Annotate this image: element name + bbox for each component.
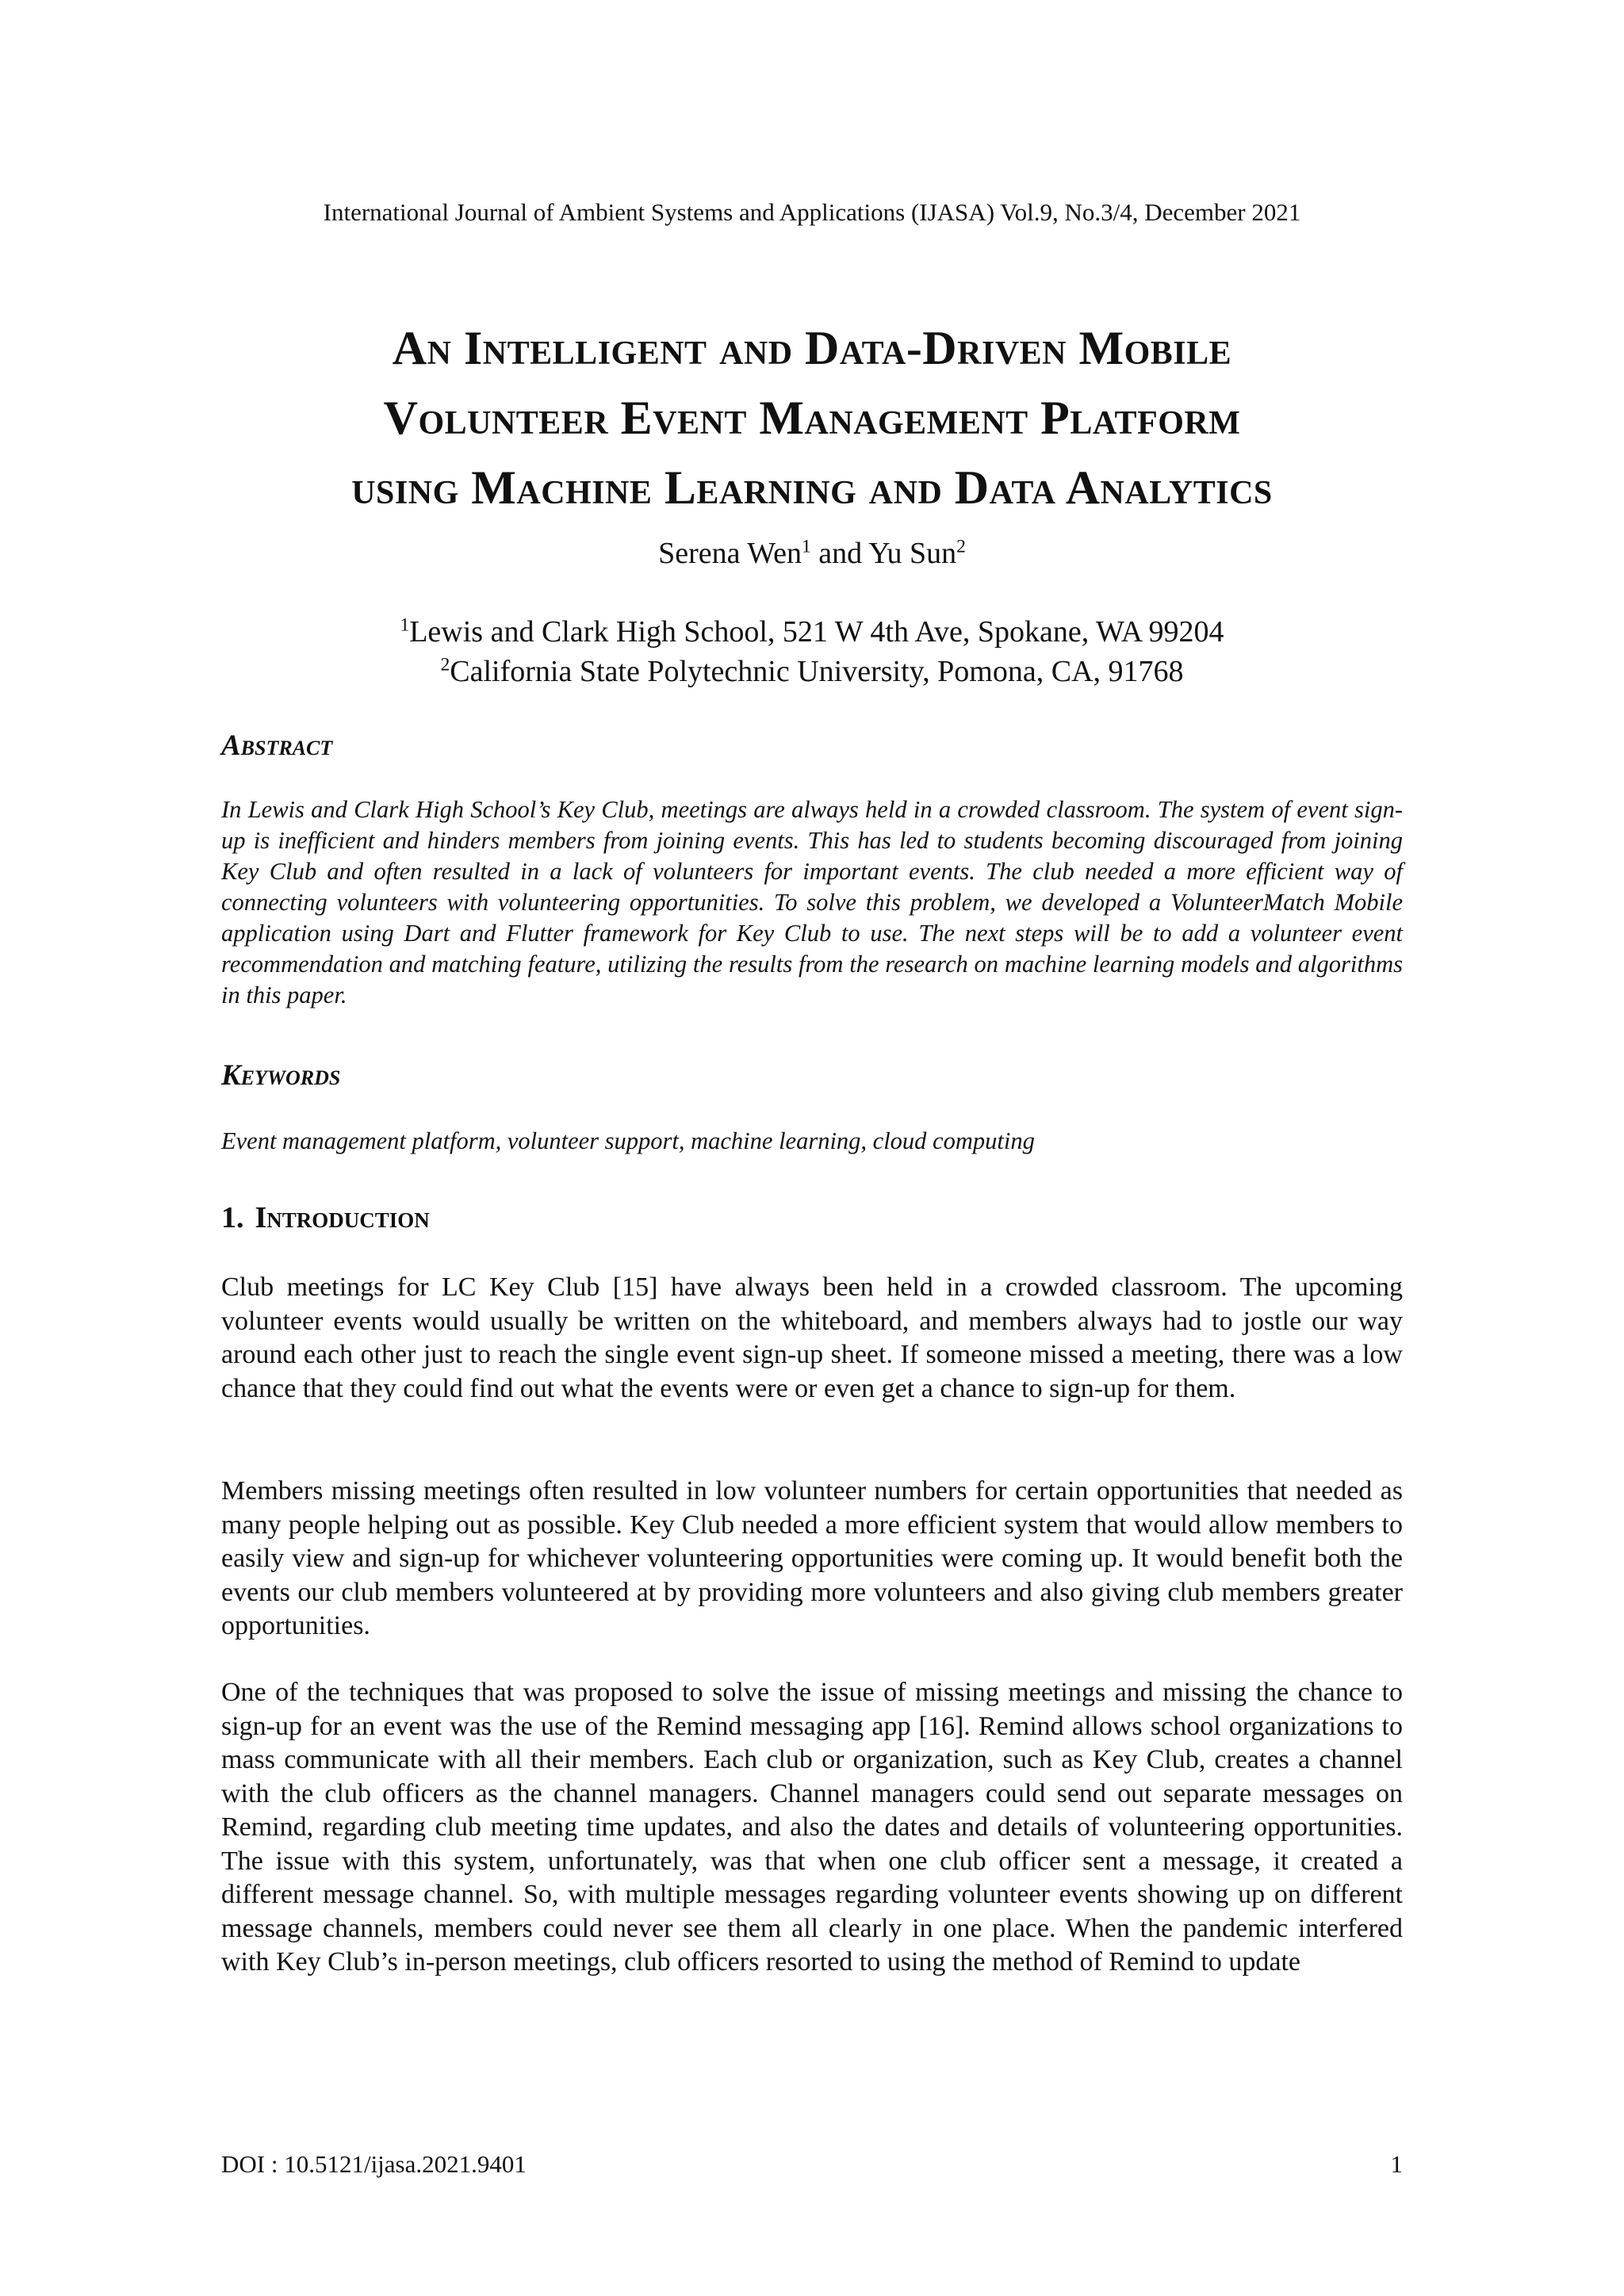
title-line: An Intelligent and Data-Driven Mobile xyxy=(392,322,1232,374)
keywords-text: Event management platform, volunteer support, machine learning, cloud computing xyxy=(221,1127,1035,1154)
doi-footer: DOI : 10.5121/ijasa.2021.9401 xyxy=(221,2150,527,2178)
section-number: 1. xyxy=(221,1201,244,1234)
running-header: International Journal of Ambient Systems and Applications (IJASA) Vol.9, No.3/4, December 2021 xyxy=(323,198,1301,226)
abstract-text: In Lewis and Clark High School’s Key Club, meetings are always held in a crowded classroom. The system of event sign-up is inefficient and hinders members from joining events. This has led to students becoming discouraged from joining Key Club and often resulted in a lack of volunteers for important events. The club needed a more efficient way of connecting volunteers with volunteering opportunities. To solve this problem, we developed a VolunteerMatch Mobile application using Dart and Flutter framework for Key Club to use. The next steps will be to add a volunteer event recommendation and matching feature, utilizing the results from the research on machine learning models and algorithms in this paper. xyxy=(221,796,1403,1008)
affiliation-mark: 2 xyxy=(440,654,450,675)
page-number: 1 xyxy=(1390,2150,1403,2178)
author-name: Yu Sun xyxy=(868,537,957,570)
affiliation-mark: 2 xyxy=(956,536,966,557)
affiliation-mark: 1 xyxy=(400,614,410,636)
affiliation xyxy=(0,612,1624,652)
abstract-heading: Abstract xyxy=(221,729,333,762)
paper-title xyxy=(159,313,1465,522)
body-paragraph: Members missing meetings often resulted in low volunteer numbers for certain opportunities that needed as many people helping out as possible. Key Club needed a more efficient system that would allow members to easily view and sign-up for whichever volunteering opportunities were coming up. It would benefit both the events our club members volunteered at by providing more volunteers and also giving club members greater opportunities. xyxy=(221,1476,1403,1640)
body-paragraph: One of the techniques that was proposed to solve the issue of missing meetings and missing the chance to sign-up for an event was the use of the Remind messaging app [16]. Remind allows school organizations to mass communicate with all their members. Each club or organization, such as Key Club, creates a channel with the club officers as the channel managers. Channel managers could send out separate messages on Remind, regarding club meeting time updates, and also the dates and details of volunteering opportunities. The issue with this system, unfortunately, was that when one club officer sent a message, it created a different message channel. So, with multiple messages regarding volunteer events showing up on different message channels, members could never see them all clearly in one place. When the pandemic interfered with Key Club’s in-person meetings, club officers resorted to using the method of Remind to update xyxy=(221,1678,1403,1976)
author-name: Serena Wen xyxy=(658,537,802,570)
body-paragraph: Club meetings for LC Key Club [15] have always been held in a crowded classroom. The upcoming volunteer events would usually be written on the whiteboard, and members always had to jostle our way around each other just to reach the single event sign-up sheet. If someone missed a meeting, there was a low chance that they could find out what the events were or even get a chance to sign-up for them. xyxy=(221,1272,1403,1403)
affiliations xyxy=(0,612,1624,691)
affiliation-text: California State Polytechnic University, Pomona, CA, 91768 xyxy=(450,655,1184,688)
title-line: Volunteer Event Management Platform xyxy=(383,392,1241,444)
section-title: Introduction xyxy=(255,1201,430,1234)
affiliation-text: Lewis and Clark High School, 521 W 4th Ave, Spokane, WA 99204 xyxy=(409,615,1224,649)
section-heading xyxy=(221,1199,430,1237)
authors-line xyxy=(0,534,1624,573)
affiliation-mark: 1 xyxy=(801,536,811,557)
keywords-heading: Keywords xyxy=(221,1059,341,1092)
author-conjunction: and xyxy=(810,537,869,570)
affiliation xyxy=(0,652,1624,691)
title-line: using Machine Learning and Data Analytics xyxy=(351,461,1273,514)
